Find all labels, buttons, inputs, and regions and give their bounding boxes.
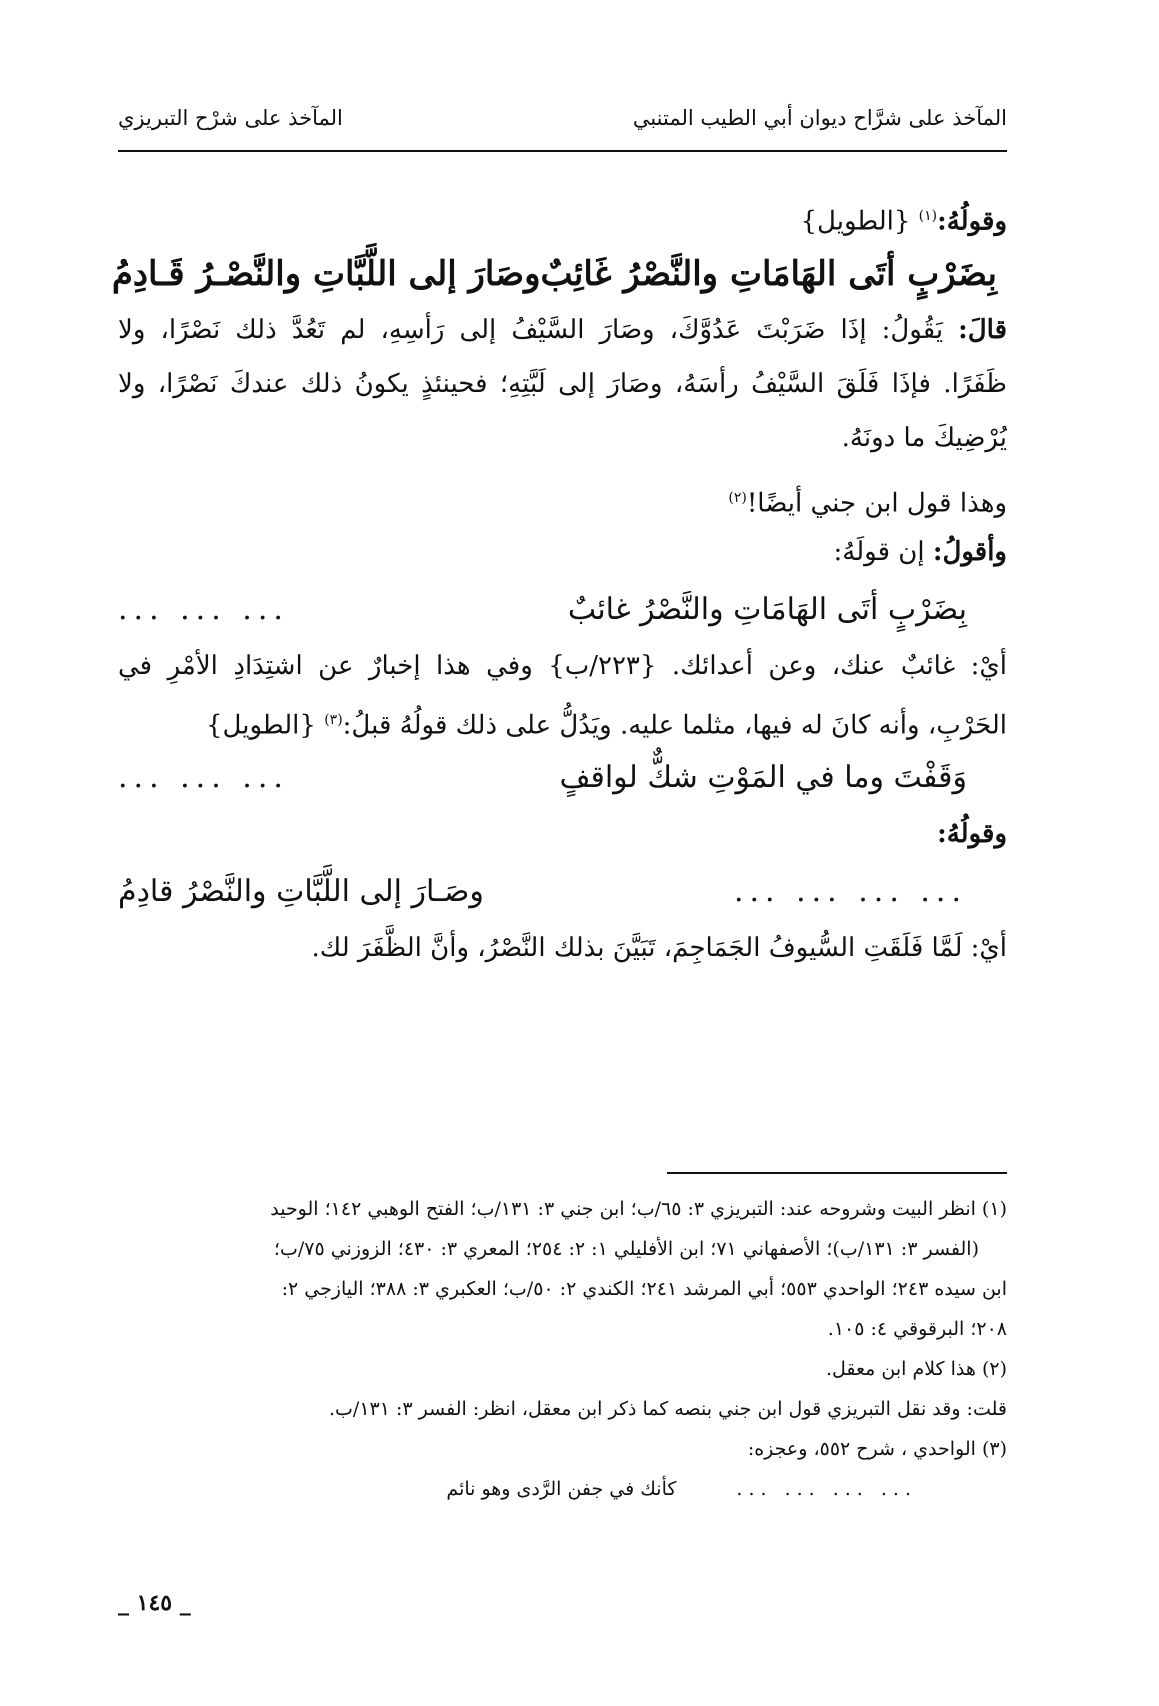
and-his-saying-text: وقولُهُ: <box>937 819 1007 849</box>
footnote-3-verse <box>118 1470 1007 1510</box>
main-text <box>111 190 1007 976</box>
footnote-ref-2: (٢) <box>728 490 747 506</box>
commentary-line-2 <box>118 358 1007 412</box>
footnote-1-line-2: (الفسر ٣: ١٣١/ب)؛ الأصفهاني ٧١؛ ابن الأفليلي ١: ٢: ٢٥٤؛ المعري ٣: ٤٣٠؛ الزوزني ٧٥/ب؛ <box>273 1238 979 1260</box>
intro-line-1 <box>118 190 1007 244</box>
author-says-lead: وأقولُ: <box>932 537 1007 567</box>
commentary-text-2: ظَفَرًا. فإذَا فَلَقَ السَّيْفُ رأسَهُ، وصَارَ إلى لَبَّتِهِ؛ فحينئذٍ يكونُ ذلك عندكَ نَصْرًا، ولا <box>118 369 1007 399</box>
footnote-ref-1: (١) <box>918 208 938 224</box>
verse-4-ellipsis: ... ... ... ... <box>733 874 967 909</box>
commentary-text-1: يَقُولُ: إذَا ضَرَبْتَ عَدُوَّكَ، وصَارَ السَّيْفُ إلى رَأسِهِ، لم تَعُدَّ ذلك نَصْرًا، ولا <box>118 315 944 345</box>
footnote-2-note: قلت: وقد نقل التبريزي قول ابن جني بنصه كما ذكر ابن معقل، انظر: الفسر ٣: ١٣١/ب. <box>329 1398 1007 1420</box>
commentary-line-1 <box>118 304 1007 358</box>
header-divider <box>118 150 1007 152</box>
verse-2 <box>118 580 1007 640</box>
and-his-saying-line <box>118 808 1007 862</box>
speech-lead: وقولُهُ: <box>937 206 1007 237</box>
author-says-text: إن قولَهُ: <box>833 537 925 567</box>
running-header <box>118 98 1007 138</box>
meter-label: {الطويل} <box>800 206 911 237</box>
footnote-3-hemistich: كأنك في جفن الرَّدى وهو نائم <box>446 1478 677 1500</box>
author-says-line <box>118 526 1007 580</box>
footnote-1-line-1: (١) انظر البيت وشروحه عند: التبريزي ٣: ٦٥/ب؛ ابن جني ٣: ١٣١/ب؛ الفتح الوهبي ١٤٢؛ الوحيد <box>270 1198 1007 1220</box>
said-lead: قالَ: <box>958 315 1007 345</box>
footnote-3-ellipsis: ... ... ... ... <box>736 1478 917 1500</box>
footnote-ref-3: (٣) <box>324 712 343 728</box>
verse-1 <box>111 244 1007 304</box>
footnote-3: (٣) الواحدي ، شرح ٥٥٢، وعجزه: <box>747 1438 1007 1460</box>
final-explanation-line <box>118 922 1007 976</box>
final-explanation-text: أيْ: لَمَّا فَلَقَتِ السُّيوفُ الجَمَاجِمَ، تَبَيَّنَ بذلك النَّصْرُ، وأنَّ الظَّفَرَ لك. <box>311 933 1007 963</box>
verse-3 <box>118 748 1007 808</box>
commentary-line-3 <box>118 412 1007 466</box>
footnote-2: (٢) هذا كلام ابن معقل. <box>825 1358 1007 1380</box>
ibn-jinni-line <box>118 472 1007 526</box>
explanation-line-1 <box>118 640 1007 694</box>
verse-3-first-hemistich: وَقَفْتَ وما في المَوْتِ شكٌّ لواقفٍ <box>559 760 967 795</box>
page-number: _ ١٤٥ _ <box>118 1590 191 1616</box>
header-section-title: المآخذ على شرْح التبريزي <box>118 106 343 130</box>
footnotes <box>118 1190 1007 1510</box>
verse-1-second-hemistich: وصَارَ إلى اللَّبَّاتِ والنَّصْـرُ قَـادِمُ <box>111 254 541 294</box>
footnote-1-line-4: ٢٠٨؛ البرقوقي ٤: ١٠٥. <box>827 1318 1007 1340</box>
explanation-text-2: الحَرْبِ، وأنه كانَ له فيها، مثلما عليه. ويَدُلُّ على ذلك قولُهُ قبلُ: <box>342 710 1007 741</box>
ibn-jinni-text: وهذا قول ابن جني أيضًا! <box>746 488 1007 519</box>
explanation-line-2 <box>118 694 1007 748</box>
verse-4 <box>118 862 1007 922</box>
footnote-divider <box>667 1172 1007 1174</box>
commentary-text-3: يُرْضِيكَ ما دونَهُ. <box>841 423 1007 453</box>
verse-3-ellipsis: ... ... ... <box>118 760 289 795</box>
verse-2-ellipsis: ... ... ... <box>118 592 289 627</box>
explanation-text-1: أيْ: غائبٌ عنك، وعن أعدائك. {٢٢٣/ب} وفي هذا إخبارٌ عن اشتِدَادِ الأمْرِ في <box>118 651 1007 681</box>
verse-1-first-hemistich: بِضَرْبٍ أتَى الهَامَاتِ والنَّصْرُ غَائِبٌ <box>540 254 997 294</box>
footnote-1-line-3: ابن سيده ٢٤٣؛ الواحدي ٥٥٣؛ أبي المرشد ٢٤١؛ الكندي ٢: ٥٠/ب؛ العكبري ٣: ٣٨٨؛ اليازجي ٢: <box>281 1278 1007 1300</box>
header-book-title: المآخذ على شرَّاح ديوان أبي الطيب المتنبي <box>632 106 1007 130</box>
meter-label-2: {الطويل} <box>206 710 316 741</box>
verse-2-first-hemistich: بِضَرْبٍ أتَى الهَامَاتِ والنَّصْرُ غائبٌ <box>567 592 967 627</box>
verse-4-second-hemistich: وصَـارَ إلى اللَّبَّاتِ والنَّصْرُ قادِمُ <box>118 874 484 909</box>
